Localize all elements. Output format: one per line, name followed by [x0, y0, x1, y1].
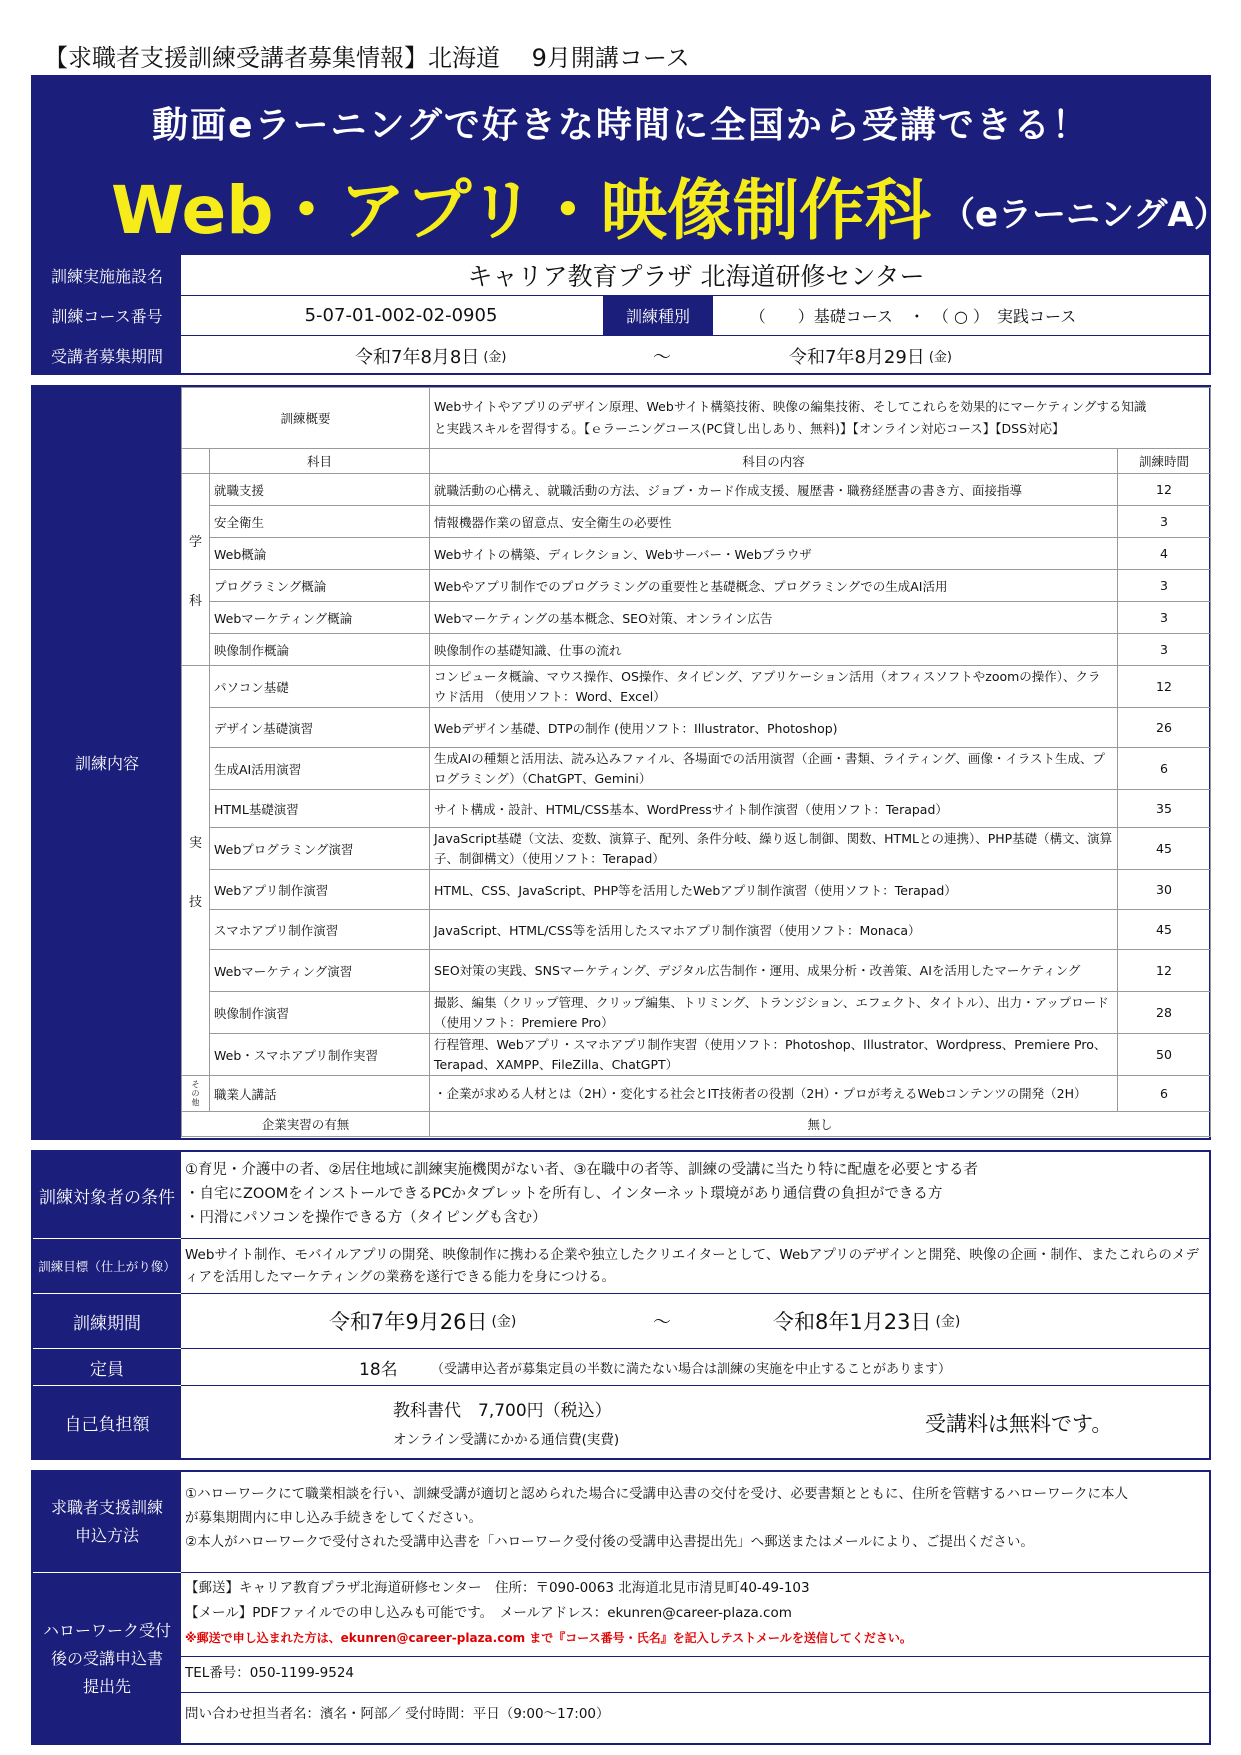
- course-info-table: [31, 253, 1211, 375]
- facility-label: 訓練実施施設名: [33, 255, 181, 295]
- table-row: そ の 他 職業人講話 ・企業が求める人材とは（2H）・変化する社会とIT技術者の役割（2H）・プロが考えるWebコンテンツの開発（2H） 6: [182, 1076, 1211, 1112]
- col-content: 科目の内容: [430, 449, 1118, 474]
- recruitment-start-date: 令和7年8月8日: [355, 346, 480, 368]
- course-title: Web・アプリ・映像制作科: [111, 172, 931, 249]
- training-period-start: 令和7年9月26日 (金): [329, 1310, 517, 1334]
- training-period-label: 訓練期間: [33, 1294, 181, 1348]
- table-row: Webプログラミング演習 JavaScript基礎（文法、変数、演算子、配列、条件分岐、繰り返し制御、関数、HTMLとの連携）、PHP基礎（構文、演算子、制御構文）（使用ソフト：Terapad） 45: [182, 828, 1211, 870]
- recruitment-end-day: (金): [928, 350, 952, 365]
- overview-line-2: と実践スキルを習得する。【ｅラーニングコース(PC貸し出しあり、無料)】【オンライン対応コース】【DSS対応】: [434, 421, 1065, 436]
- table-row: Webマーケティング演習 SEO対策の実践、SNSマーケティング、デジタル広告制作・運用、成果分析・改善策、AIを活用したマーケティング 12: [182, 950, 1211, 992]
- table-row: 映像制作概論 映像制作の基礎知識、仕事の流れ 3: [182, 634, 1211, 666]
- header-row: [182, 449, 1211, 474]
- training-period-end: 令和8年1月23日 (金): [773, 1310, 961, 1334]
- recruitment-tilde: ～: [653, 346, 671, 368]
- table-row: HTML基礎演習 サイト構成・設計、HTML/CSS基本、WordPressサイト制作演習（使用ソフト：Terapad） 35: [182, 790, 1211, 828]
- course-banner: [31, 75, 1228, 253]
- submit-text: [185, 1576, 912, 1651]
- tel-number: TEL番号：050-1199-9524: [185, 1665, 355, 1681]
- training-type-label: 訓練種別: [603, 296, 713, 335]
- application-table: [31, 1470, 1211, 1745]
- contact-info: 問い合わせ担当者名：濱名・阿部／ 受付時間：平日（9:00～17:00）: [185, 1706, 610, 1722]
- group-other: そ の 他: [182, 1076, 210, 1112]
- group-gakka: 学 科: [182, 474, 210, 666]
- table-row: Webマーケティング概論 Webマーケティングの基本概念、SEO対策、オンライン広告 3: [182, 602, 1211, 634]
- mail-note: ※郵送で申し込まれた方は、ekunren@career-plaza.com まで『コース番号・氏名』を記入しテストメールを送信してください。: [185, 1631, 912, 1645]
- overview-row: [182, 388, 1211, 449]
- recruitment-start-day: (金): [483, 350, 507, 365]
- target-label: 訓練対象者の条件: [33, 1152, 181, 1238]
- post-address: 【郵送】キャリア教育プラザ北海道研修センター 住所：〒090-0063 北海道北見市清見町40-49-103: [185, 1580, 810, 1596]
- course-number: 5-07-01-002-02-0905: [304, 305, 498, 326]
- submit-label: ハローワーク受付 後の受講申込書 提出先: [33, 1573, 181, 1744]
- table-row: 映像制作演習 撮影、編集（クリップ管理、クリップ編集、トリミング、トランジション、エフェクト、タイトル）、出力・アップロード（使用ソフト：Premiere Pro） 28: [182, 992, 1211, 1034]
- conditions-table: [31, 1150, 1211, 1460]
- recruitment-end-date: 令和7年8月29日: [789, 346, 925, 368]
- tuition-free: 受講料は無料です。: [925, 1412, 1113, 1436]
- table-row: Webアプリ制作演習 HTML、CSS、JavaScript、PHP等を活用したWebアプリ制作演習（使用ソフト：Terapad） 30: [182, 870, 1211, 910]
- training-period-tilde: ～: [653, 1312, 671, 1333]
- col-hours: 訓練時間: [1118, 449, 1211, 474]
- table-row: 実 技 パソコン基礎 コンピュータ概論、マウス操作、OS操作、タイピング、アプリケーション活用（オフィスソフトやzoomの操作）、クラウド活用 （使用ソフト：Word、Excel） 12: [182, 666, 1211, 708]
- col-subject: 科目: [210, 449, 430, 474]
- internship-row: [182, 1112, 1211, 1137]
- overview-line-1: Webサイトやアプリのデザイン原理、Webサイト構築技術、映像の編集技術、そしてこれらを効果的にマーケティングする知識: [434, 399, 1147, 414]
- table-row: デザイン基礎演習 Webデザイン基礎、DTPの制作 (使用ソフト：Illustrator、Photoshop) 26: [182, 708, 1211, 748]
- banner-subtitle: 動画eラーニングで好きな時間に全国から受講できる！: [152, 105, 1090, 146]
- method-text: ①ハローワークにて職業相談を行い、訓練受講が適切と認められた場合に受講申込書の交付を受け、必要書類とともに、住所を管轄するハローワークに本人 が募集期間内に申し込み手続きをしてください。 ②本人がハローワークで受付された受講申込書を「ハローワーク受付後の受講申込書提出先」へ郵送またはメールにより、ご提出ください。: [185, 1486, 1129, 1550]
- table-row: 安全衛生 情報機器作業の留意点、安全衛生の必要性 3: [182, 506, 1211, 538]
- table-row: プログラミング概論 Webやアプリ制作でのプログラミングの重要性と基礎概念、プログラミングでの生成AI活用 3: [182, 570, 1211, 602]
- goal-label: 訓練目標（仕上がり像）: [33, 1239, 181, 1293]
- table-row: Web・スマホアプリ制作実習 行程管理、Webアプリ・スマホアプリ制作実習（使用ソフト：Photoshop、Illustrator、Wordpress、Premiere Pro、Terapad、XAMPP、FileZilla、ChatGPT） 50: [182, 1034, 1211, 1076]
- facility-name: キャリア教育プラザ 北海道研修センター: [467, 262, 925, 291]
- training-type: （ ）基礎コース ・ （ ○ ） 実践コース: [749, 307, 1077, 326]
- textbook-cost: 教科書代 7,700円（税込）: [393, 1401, 612, 1421]
- method-label: 求職者支援訓練 申込方法: [33, 1472, 181, 1572]
- capacity-label: 定員: [33, 1349, 181, 1385]
- communication-cost: オンライン受講にかかる通信費(実費): [393, 1432, 620, 1448]
- target-text: ①育児・介護中の者、②居住地域に訓練実施機関がない者、③在職中の者等、訓練の受講に当たり特に配慮を必要とする者 ・自宅にZOOMをインストールできるPCかタブレットを所有し、インターネット環境があり通信費の負担ができる方 ・円滑にパソコンを操作できる方（タイピングも含む）: [185, 1162, 978, 1226]
- internship-value: 無し: [430, 1112, 1211, 1137]
- course-title-suffix: （eラーニングA）: [941, 195, 1228, 235]
- syllabus-grid: [181, 387, 1211, 1137]
- internship-label: 企業実習の有無: [182, 1112, 430, 1137]
- page-header-title: 【求職者支援訓練受講者募集情報】北海道 9月開講コース: [44, 44, 690, 72]
- recruitment-start: [355, 336, 507, 375]
- table-row: 学 科 就職支援 就職活動の心構え、就職活動の方法、ジョブ・カード作成支援、履歴書・職務経歴書の書き方、面接指導 12: [182, 474, 1211, 506]
- goal-text: Webサイト制作、モバイルアプリの開発、映像制作に携わる企業や独立したクリエイターとして、Webアプリのデザインと開発、映像の企画・制作、またこれらのメディアを活用したマーケティングの業務を遂行できる能力を身につける。: [185, 1247, 1199, 1285]
- course-number-label: 訓練コース番号: [33, 296, 181, 335]
- group-jitsugi: 実 技: [182, 666, 210, 1076]
- recruitment-period-label: 受講者募集期間: [33, 336, 181, 375]
- overview-text: [430, 388, 1211, 449]
- recruitment-end: [789, 336, 952, 375]
- syllabus-table: [31, 385, 1211, 1140]
- overview-label: 訓練概要: [182, 388, 430, 449]
- mail-address: 【メール】PDFファイルでの申し込みも可能です。 メールアドレス：ekunren@career-plaza.com: [185, 1605, 792, 1621]
- table-row: 生成AI活用演習 生成AIの種類と活用法、読み込みファイル、各場面での活用演習（企画・書類、ライティング、画像・イラスト生成、プログラミング）（ChatGPT、Gemini） 6: [182, 748, 1211, 790]
- capacity-value: 18名: [359, 1359, 398, 1380]
- table-row: スマホアプリ制作演習 JavaScript、HTML/CSS等を活用したスマホアプリ制作演習（使用ソフト：Monaca） 45: [182, 910, 1211, 950]
- capacity-note: （受講申込者が募集定員の半数に満たない場合は訓練の実施を中止することがあります）: [431, 1361, 952, 1377]
- table-row: Web概論 Webサイトの構築、ディレクション、Webサーバー・Webブラウザ 4: [182, 538, 1211, 570]
- cost-label: 自己負担額: [33, 1386, 181, 1458]
- syllabus-label: 訓練内容: [33, 387, 181, 1138]
